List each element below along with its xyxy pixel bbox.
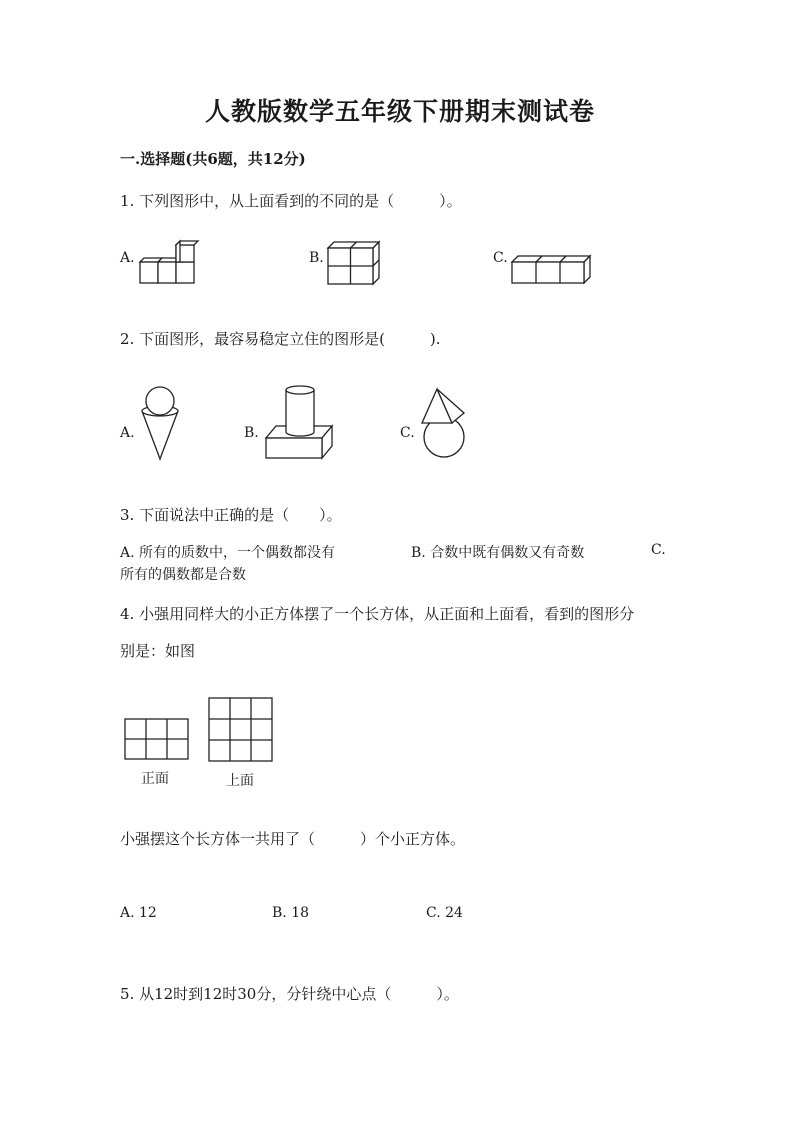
- q3-option-c: C.: [651, 542, 666, 558]
- question-4-line-2: 别是：如图: [120, 642, 196, 660]
- q4-front-view-label: 正面: [141, 771, 169, 787]
- q4-top-view-label: 上面: [226, 773, 254, 789]
- q3-option-a: A. 所有的质数中，一个偶数都没有: [120, 545, 336, 561]
- q4-front-view-grid: [124, 718, 190, 762]
- q4-option-c: C. 24: [426, 905, 463, 921]
- q3-option-c-text: 所有的偶数都是合数: [120, 567, 246, 583]
- q2-figure-c-cone-on-ball: [420, 387, 472, 463]
- question-2: 2. 下面图形，最容易稳定立住的图形是( ).: [120, 330, 441, 348]
- q3-option-b: B. 合数中既有偶数又有奇数: [411, 545, 585, 561]
- q1-figure-a-cubes: [136, 240, 200, 290]
- q1-figure-c-cubes: [510, 252, 596, 288]
- q1-option-b: B.: [309, 250, 324, 266]
- q1-figure-b-cubes: [325, 240, 385, 288]
- q4-option-b: B. 18: [272, 905, 310, 921]
- q2-option-c: C.: [400, 425, 415, 441]
- section-heading: 一.选择题(共6题，共12分): [120, 150, 306, 168]
- q2-figure-b-cylinder-on-box: [264, 384, 336, 460]
- q2-figure-a-ball-on-cone: [138, 383, 182, 463]
- question-3: 3. 下面说法中正确的是（ ）。: [120, 506, 342, 524]
- question-4-line-1: 4. 小强用同样大的小正方体摆了一个长方体，从正面和上面看，看到的图形分: [120, 605, 635, 623]
- q1-option-a: A.: [120, 250, 135, 266]
- question-1: 1. 下列图形中，从上面看到的不同的是（ ）。: [120, 192, 462, 210]
- q2-option-a: A.: [120, 425, 135, 441]
- q1-option-c: C.: [493, 250, 508, 266]
- q4-option-a: A. 12: [120, 905, 157, 921]
- q4-top-view-grid: [208, 697, 274, 763]
- q2-option-b: B.: [244, 425, 259, 441]
- question-4-stem: 小强摆这个长方体一共用了（ ）个小正方体。: [120, 830, 466, 848]
- page-title: 人教版数学五年级下册期末测试卷: [204, 97, 595, 126]
- question-5: 5. 从12时到12时30分，分针绕中心点（ ）。: [120, 985, 459, 1003]
